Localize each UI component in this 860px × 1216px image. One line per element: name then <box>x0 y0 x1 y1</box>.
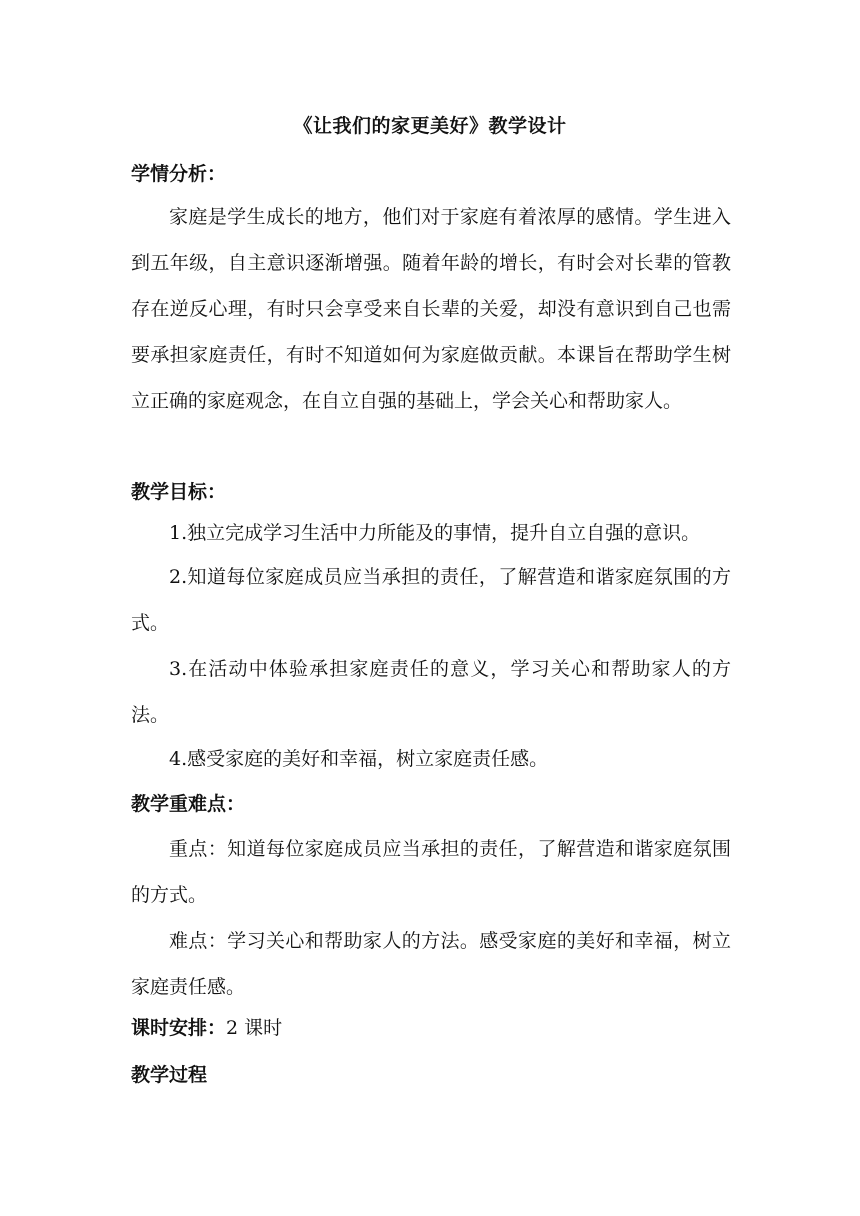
key-point-paragraph: 重点：知道每位家庭成员应当承担的责任，了解营造和谐家庭氛围的方式。 <box>131 838 731 906</box>
analysis-paragraph: 家庭是学生成长的地方，他们对于家庭有着浓厚的感情。学生进入到五年级，自主意识逐渐增强。随着年龄的增长，有时会对长辈的管教存在逆反心理，有时只会享受来自长辈的关爱，却没有意识到自己也需要承担家庭责任，有时不知道如何为家庭做贡献。本课旨在帮助学生树立正确的家庭观念，在自立自强的基础上，学会关心和帮助家人。 <box>131 206 731 412</box>
analysis-heading: 学情分析： <box>131 163 227 185</box>
objective-item-4: 4.感受家庭的美好和幸福，树立家庭责任感。 <box>169 748 549 770</box>
objective-item-2: 2.知道每位家庭成员应当承担的责任，了解营造和谐家庭氛围的方式。 <box>131 566 731 634</box>
objective-item-1: 1.独立完成学习生活中力所能及的事情，提升自立自强的意识。 <box>169 522 701 544</box>
keypoints-heading: 教学重难点： <box>131 793 246 815</box>
objectives-heading: 教学目标： <box>131 481 227 503</box>
document-title: 《让我们的家更美好》教学设计 <box>293 115 567 137</box>
schedule-value: 2 课时 <box>226 1017 283 1039</box>
difficulty-paragraph: 难点：学习关心和帮助家人的方法。感受家庭的美好和幸福，树立家庭责任感。 <box>131 930 731 998</box>
process-heading: 教学过程 <box>131 1064 208 1086</box>
schedule-line <box>131 1014 282 1042</box>
schedule-heading: 课时安排： <box>131 1017 227 1039</box>
objective-item-3: 3.在活动中体验承担家庭责任的意义，学习关心和帮助家人的方法。 <box>131 658 731 726</box>
